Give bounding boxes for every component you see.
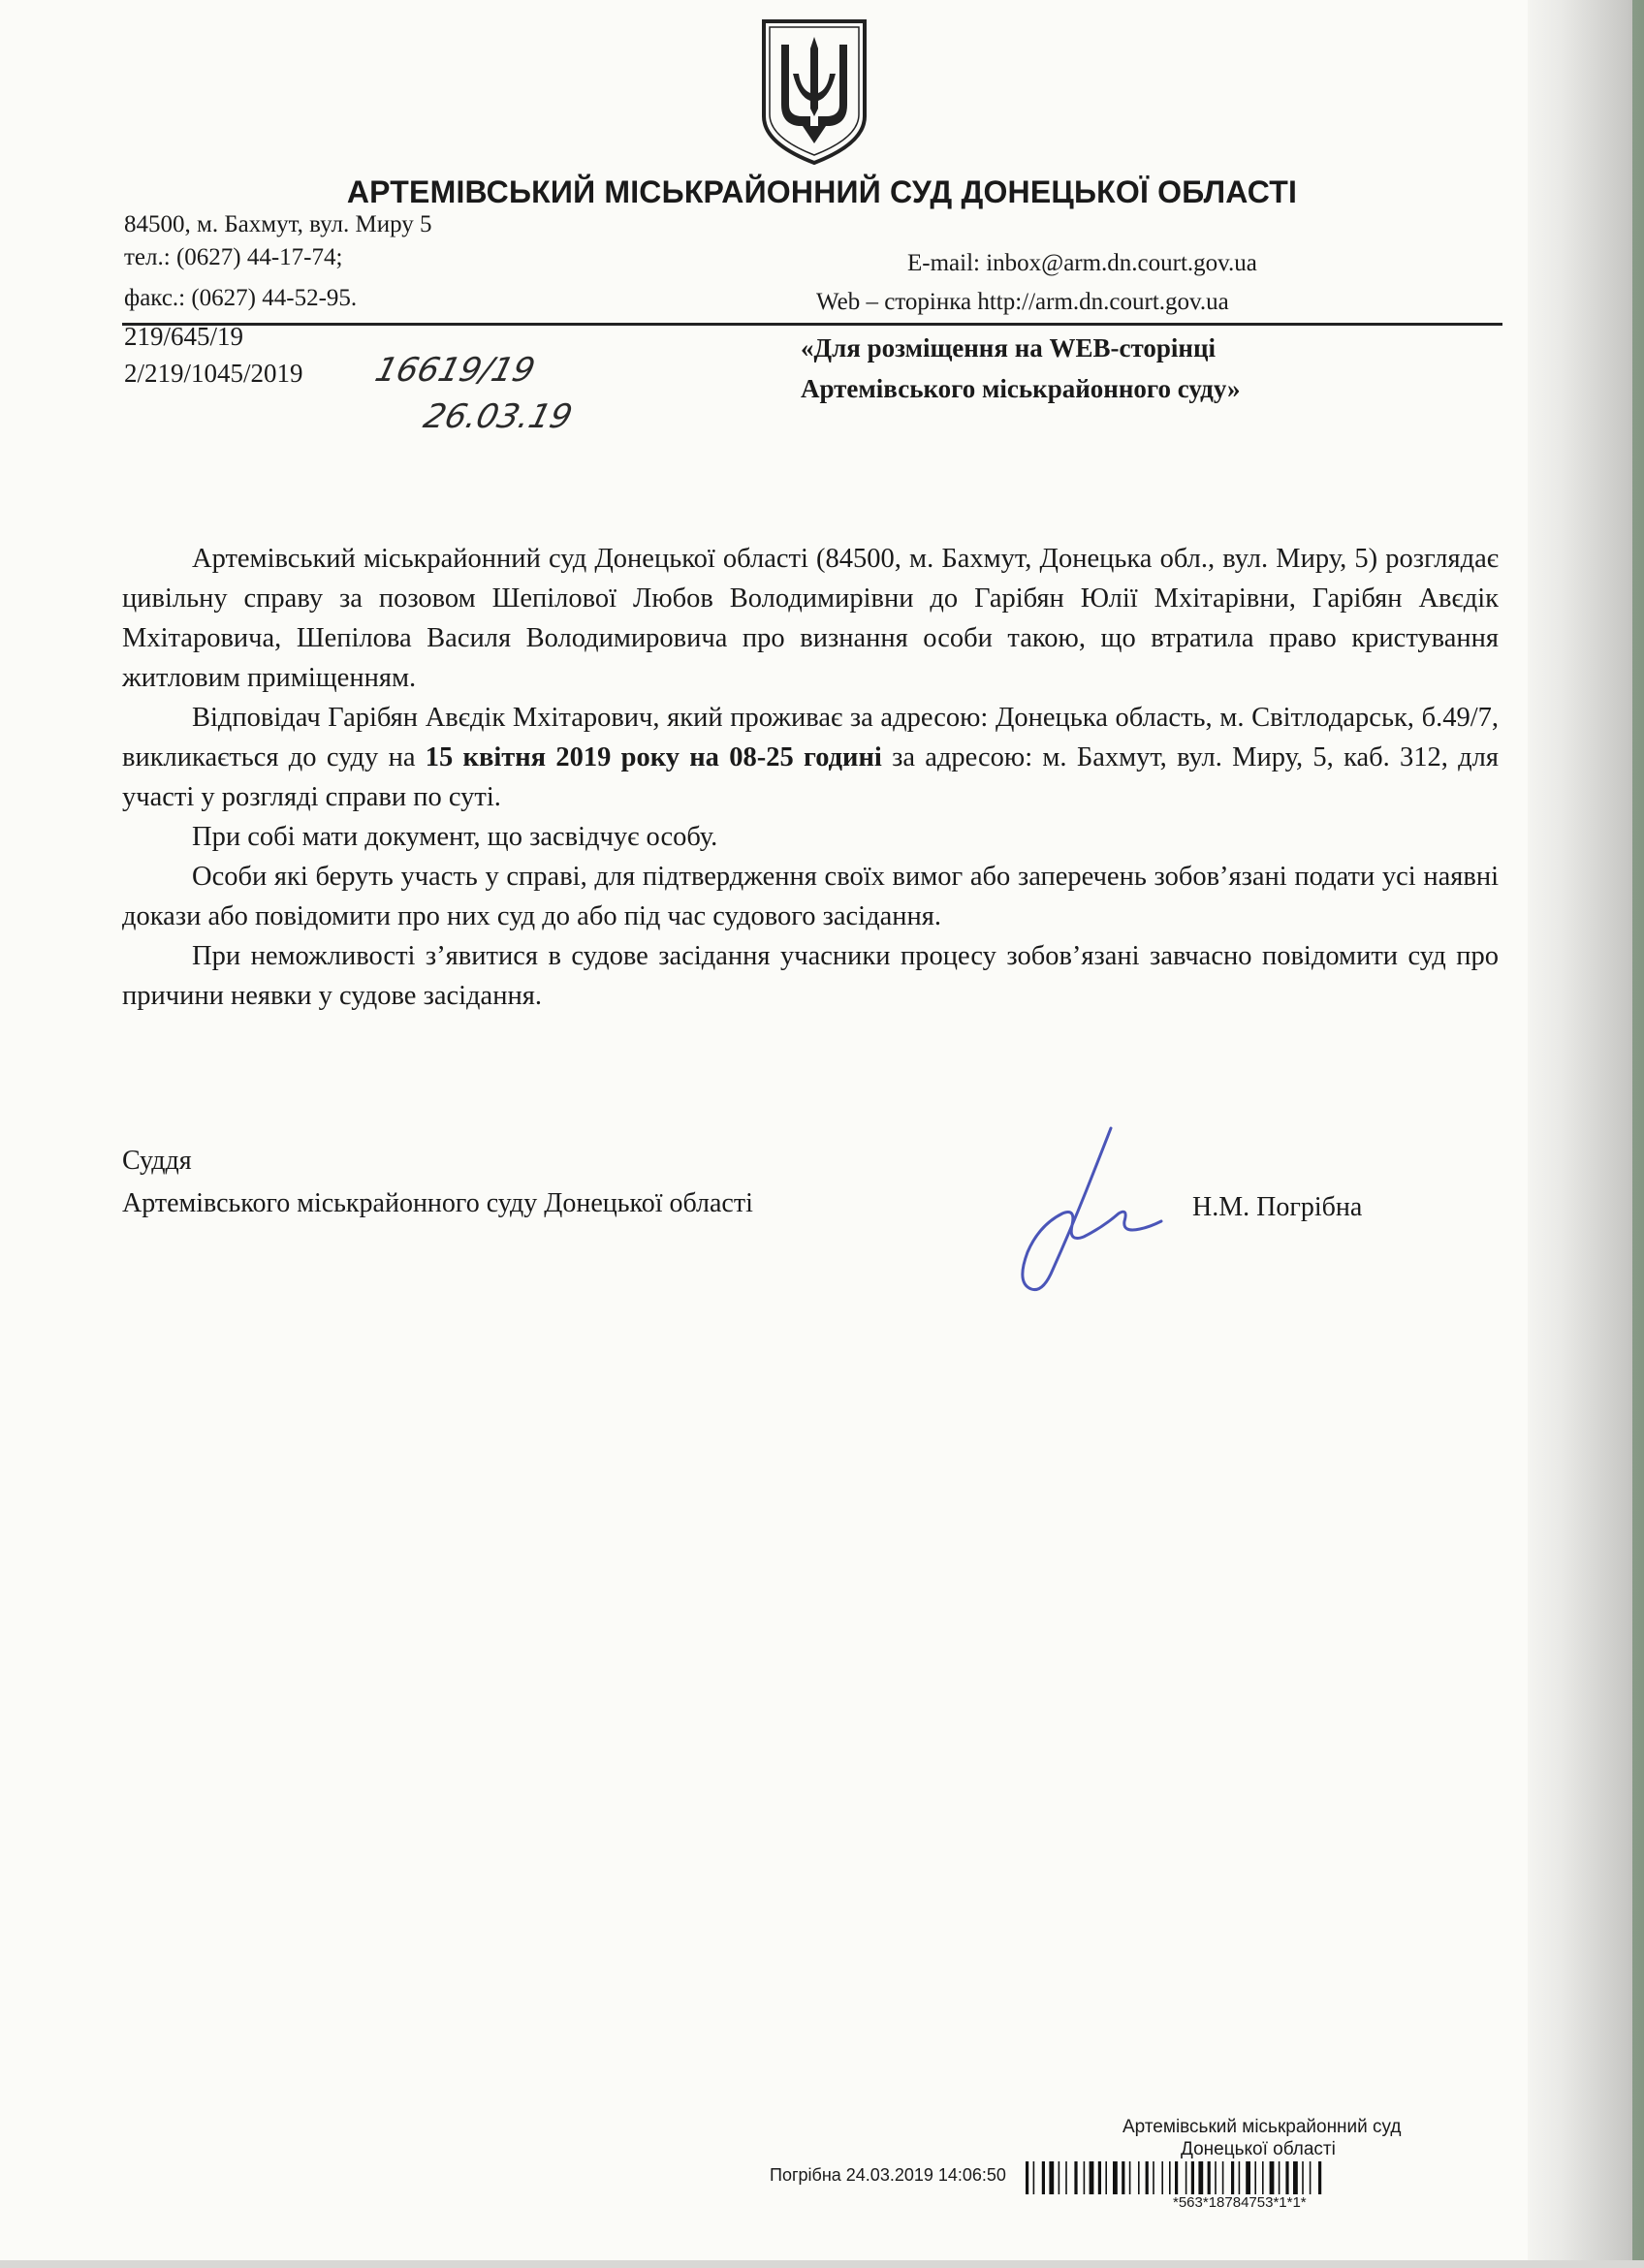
barcode-bar [1215, 2161, 1217, 2194]
judge-title: Суддя [122, 1146, 192, 1176]
court-address: 84500, м. Бахмут, вул. Миру 5 [124, 211, 432, 237]
barcode-bar [1098, 2161, 1101, 2194]
barcode-bar [1310, 2161, 1312, 2194]
judge-signature-icon [1002, 1124, 1167, 1299]
notice-body [122, 539, 1499, 1016]
header-divider [122, 323, 1502, 326]
scan-bottom-edge [0, 2260, 1644, 2268]
barcode-bar [1049, 2161, 1054, 2194]
barcode-code: *563*18784753*1*1* [1173, 2194, 1307, 2211]
barcode-bar [1239, 2161, 1241, 2194]
barcode-bar [1065, 2161, 1067, 2194]
barcode-bar [1198, 2161, 1203, 2194]
barcode-bar [1146, 2161, 1149, 2194]
paragraph-evidence: Особи які беруть участь у справі, для підтвердження своїх вимог або заперечень зобов’язані подати усі наявні докази або повідомити про них суд до або під час судового засідання. [122, 862, 1499, 931]
barcode-bar [1191, 2161, 1194, 2194]
barcode-bar [1026, 2161, 1028, 2194]
barcode-bar [1318, 2161, 1321, 2194]
barcode-bar [1153, 2161, 1154, 2194]
hearing-datetime: 15 квітня 2019 року на 08-25 годині [425, 742, 882, 772]
paragraph-summons [122, 698, 1499, 817]
barcode-bar [1186, 2161, 1187, 2194]
barcode-bar [1169, 2161, 1171, 2194]
barcode-bar [1033, 2161, 1035, 2194]
scan-edge-shadow [1528, 0, 1644, 2268]
barcode-bar [1175, 2161, 1178, 2194]
judge-name: Н.М. Погрібна [1192, 1192, 1363, 1222]
placement-line-1: «Для розміщення на WEB-сторінці [801, 333, 1217, 362]
summons-text-2: за адресою: м. Бахмут, вул. Миру, 5, каб. 312, для участі у розгляді справи по суті. [122, 742, 1500, 812]
barcode-bar [1113, 2161, 1118, 2194]
court-website: Web – сторінка http://arm.dn.court.gov.ua [816, 289, 1229, 315]
barcode-bar [1129, 2161, 1131, 2194]
case-number-1: 219/645/19 [124, 322, 244, 351]
barcode-bar [1231, 2161, 1234, 2194]
paragraph-case-description: Артемівський міськрайонний суд Донецької області (84500, м. Бахмут, Донецька обл., вул. Миру, 5) розглядає цивільну справу за позовом Шепілової Любов Володимирівни до Гарібян Юлії Мхітарівни, Гарібян Авєдік Мхітаровича, Шепілова Василя Володимировича про визнання особи такою, що втратила право кристування житловим приміщенням. [122, 544, 1499, 693]
trident-emblem-icon [760, 16, 869, 167]
barcode-bar [1105, 2161, 1107, 2194]
court-name-heading: АРТЕМІВСЬКИЙ МІСЬКРАЙОННИЙ СУД ДОНЕЦЬКОЇ ОБЛАСТІ [346, 174, 1298, 209]
barcode-bar [1279, 2161, 1280, 2194]
barcode-bar [1042, 2161, 1045, 2194]
barcode-bar [1059, 2161, 1060, 2194]
document-barcode [1026, 2161, 1499, 2194]
barcode-bar [1122, 2161, 1124, 2194]
barcode-bar [1293, 2161, 1298, 2194]
court-phone: тел.: (0627) 44-17-74; [124, 244, 343, 270]
handwritten-reference: 16619/19 [371, 351, 539, 390]
handwritten-date: 26.03.19 [420, 397, 577, 436]
barcode-bar [1074, 2161, 1077, 2194]
barcode-bar [1270, 2161, 1275, 2194]
court-email: E-mail: inbox@arm.dn.court.gov.ua [907, 250, 1257, 276]
summons-text-1: Відповідач Гарібян Авєдік Мхітарович, який проживає за адресою: Донецька область, м. Світлодарськ, б.49/7, викликається до суду на [122, 703, 1499, 772]
web-placement-note [801, 328, 1241, 409]
barcode-bar [1222, 2161, 1224, 2194]
barcode-bar [1262, 2161, 1264, 2194]
barcode-bar [1138, 2161, 1140, 2194]
paragraph-absence-notice: При неможливості з’явитися в судове засідання учасники процесу зобов’язані завчасно повідомити суд про причини неявки у судове засідання. [122, 941, 1499, 1011]
barcode-bar [1254, 2161, 1256, 2194]
barcode-bar [1090, 2161, 1094, 2194]
footer-stamp: Погрібна 24.03.2019 14:06:50 [770, 2165, 1006, 2185]
footer-court-line-2: Донецької області [1181, 2139, 1336, 2159]
barcode-bar [1161, 2161, 1163, 2194]
footer-court-line-1: Артемівський міськрайонний суд [1122, 2117, 1402, 2137]
barcode-bar [1246, 2161, 1250, 2194]
barcode-bar [1208, 2161, 1211, 2194]
barcode-bar [1302, 2161, 1304, 2194]
court-fax: факс.: (0627) 44-52-95. [124, 285, 358, 311]
judge-court: Артемівського міськрайонного суду Донецької області [122, 1188, 753, 1218]
barcode-bar [1285, 2161, 1288, 2194]
paragraph-id-document: При собі мати документ, що засвідчує особу. [192, 822, 718, 852]
case-number-2: 2/219/1045/2019 [124, 359, 303, 388]
barcode-bar [1084, 2161, 1086, 2194]
placement-line-2: Артемівського міськрайонного суду» [801, 374, 1241, 403]
